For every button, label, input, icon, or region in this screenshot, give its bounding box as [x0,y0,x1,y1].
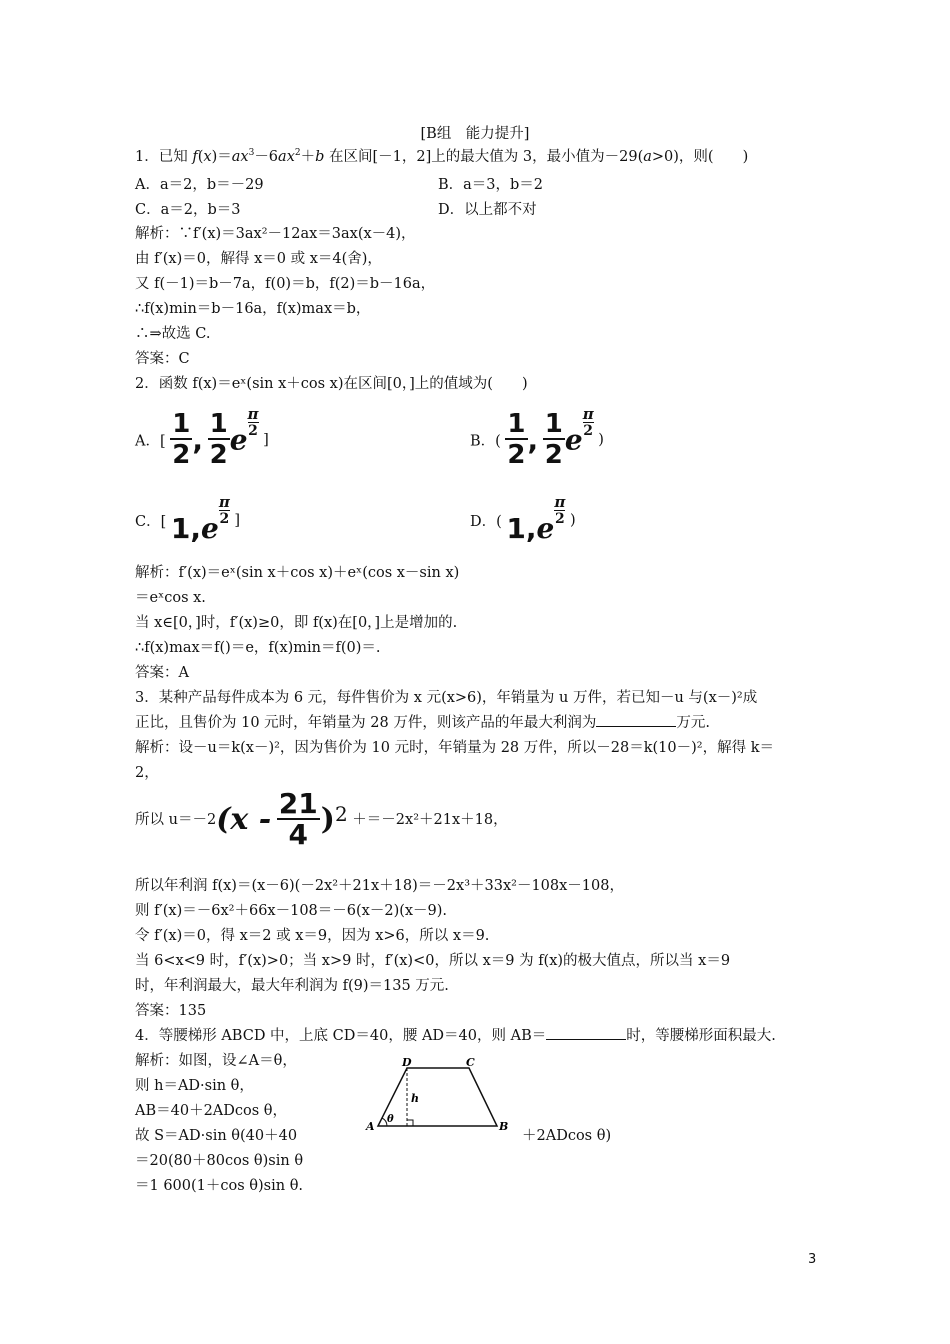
q4-solution-line: 故 S＝AD·sin θ(40＋40 [135,1128,298,1144]
trapezoid-figure [362,1058,522,1136]
q1-answer: 答案：C [135,351,190,367]
q4-solution-line-cont: ＋2ADcos θ) [522,1128,612,1144]
fraction-half: $\frac{1}{2}$ [507,409,526,470]
q3-solution-line: 2， [135,765,159,781]
q1-option-c: C．a＝2，b＝3 [135,202,241,218]
q4-solution-line: AB＝40＋2ADcos θ， [135,1103,288,1119]
q3-solution-line: 当 6<x<9 时，f′(x)>0；当 x>9 时，f′(x)<0，所以 x＝9 为 f(x)的极大值点，所以当 x＝9 [135,953,731,969]
q3-solution-line: 令 f′(x)＝0，得 x＝2 或 x＝9，因为 x>6，所以 x＝9. [135,928,490,944]
trapezoid-shape [378,1068,497,1126]
vertex-label-d: D [402,1058,412,1069]
q2-option-b: B．( $\frac{1}{2}$ , $\frac{1}{2}$ e $\frac{\pi}{2}$ ) [470,405,604,470]
q4-solution-line: ＝1 600(1＋cos θ)sin θ. [135,1178,304,1194]
fraction-21-4: $\frac{21}{4}$ [278,787,318,851]
q1-solution-line: ∴⇒故选 C. [135,326,211,342]
page-number: 3 [808,1252,817,1267]
fraction-half: $\frac{1}{2}$ [209,409,228,470]
q1-solution-line: ∴f(x)min＝b－16a，f(x)max＝b， [135,301,371,317]
vertex-label-b: B [499,1120,509,1133]
q2-stem: 2．函数 f(x)＝eˣ(sin x＋cos x)在区间[0，]上的值域为( ) [135,376,528,392]
q1-solution-line: 解析：∵f′(x)＝3ax²－12ax＝3ax(x－4)， [135,226,416,242]
q2-answer: 答案：A [135,665,189,681]
q1-solution-line: 由 f′(x)＝0，解得 x＝0 或 x＝4(舍)， [135,251,382,267]
section-title: [B组 能力提升] [420,126,530,142]
q4-solution-line: 解析：如图，设∠A＝θ， [135,1053,297,1069]
q2-option-d: D．( 1,e $\frac{\pi}{2}$ ) [470,493,576,545]
q3-solution-formula: 所以 u＝－2(x - $\frac{21}{4}$ )2 ＋＝－2x²＋21x＋18， [135,787,508,851]
q4-stem: 4．等腰梯形 ABCD 中，上底 CD＝40，腰 AD＝40，则 AB＝ 时，等腰梯形面积最大. [135,1025,776,1047]
q3-solution-line: 则 f′(x)＝－6x²＋66x－108＝－6(x－2)(x－9). [135,903,448,919]
q2-solution-line: 解析：f′(x)＝eˣ(sin x＋cos x)＋eˣ(cos x－sin x) [135,565,460,581]
q1-stem: 1．已知 $f(x)=ax^3-6ax^2+b$ 在区间[－1，2]上的最大值为 3，最小值为－29(a>0)，则( ) [135,148,749,165]
q1-option-d: D．以上都不对 [438,202,537,218]
q2-solution-line: ∴f(x)max＝f()＝e，f(x)min＝f(0)＝. [135,640,381,656]
height-label: h [411,1092,419,1105]
q3-stem: 3．某种产品每件成本为 6 元，每件售价为 x 元(x>6)，年销量为 u 万件，若已知－u 与(x－)²成 [135,690,758,706]
q3-solution-line: 解析：设－u＝k(x－)²，因为售价为 10 元时，年销量为 28 万件，所以－28＝k(10－)²，解得 k＝ [135,740,774,756]
q3-solution-line: 时，年利润最大，最大年利润为 f(9)＝135 万元. [135,978,449,994]
q3-stem-cont: 正比，且售价为 10 元时，年销量为 28 万件，则该产品的年最大利润为 万元. [135,712,710,734]
vertex-label-a: A [366,1120,375,1133]
q1-option-b: B．a＝3，b＝2 [438,177,544,193]
q3-answer: 答案：135 [135,1003,207,1019]
q2-option-a: A．[ $\frac{1}{2}$ , $\frac{1}{2}$ e $\frac{\pi}{2}$ ] [135,405,269,470]
vertex-label-c: C [466,1058,475,1069]
right-angle-mark [407,1120,413,1126]
fraction-half: $\frac{1}{2}$ [172,409,191,470]
angle-label: θ [387,1114,394,1125]
q2-solution-line: 当 x∈[0，]时，f′(x)≥0，即 f(x)在[0，]上是增加的. [135,615,458,631]
q4-solution-line: ＝20(80＋80cos θ)sin θ [135,1153,304,1169]
q2-option-c: C．[ 1,e $\frac{\pi}{2}$ ] [135,493,241,545]
q1-solution-line: 又 f(－1)＝b－7a，f(0)＝b，f(2)＝b－16a， [135,276,436,292]
q1-option-a: A．a＝2，b＝－29 [135,177,264,193]
fraction-half: $\frac{1}{2}$ [544,409,563,470]
q4-solution-line: 则 h＝AD·sin θ， [135,1078,254,1094]
q3-solution-line: 所以年利润 f(x)＝(x－6)(－2x²＋21x＋18)＝－2x³＋33x²－108x－108， [135,878,624,894]
q2-solution-line: ＝eˣcos x. [135,590,206,606]
